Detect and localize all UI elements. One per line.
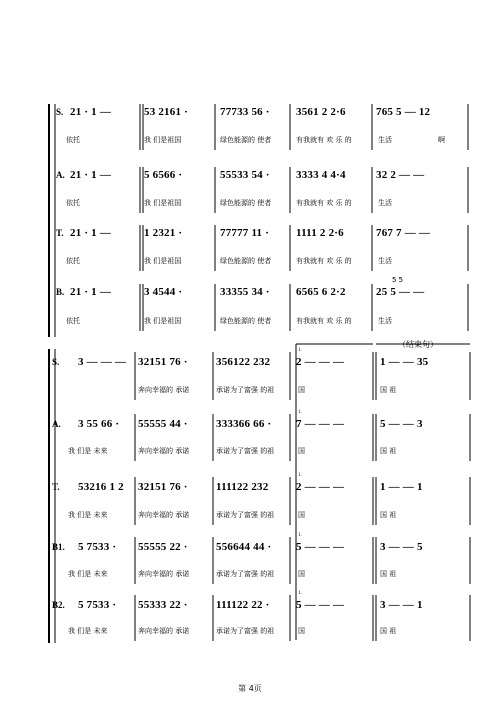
- lyric: 承诺为了富强 的祖: [216, 627, 275, 635]
- lyric: 啊: [438, 136, 445, 144]
- lyric: 依托: [66, 136, 80, 144]
- measure-notes: 5 7533 ·: [78, 599, 117, 611]
- measure-notes: 3 4544 ·: [144, 286, 183, 298]
- lyric: 生活: [378, 317, 392, 325]
- overline-notes: 5 5: [392, 276, 404, 284]
- measure-notes: 3 — — 1: [380, 599, 423, 611]
- lyric: 奔向幸福的 承诺: [138, 627, 190, 635]
- measure-notes: 111122 22 ·: [216, 599, 270, 611]
- lyric: 依托: [66, 257, 80, 265]
- measure-notes: 5 7533 ·: [78, 541, 117, 553]
- measure-notes: 5 — — —: [296, 599, 345, 611]
- lyric: 承诺为了富强 的祖: [216, 386, 275, 394]
- lyric: 国 祖: [380, 447, 397, 455]
- measure-notes: 2 — — —: [296, 481, 345, 493]
- measure-notes: 21 · 1 —: [70, 227, 112, 239]
- lyric: 绿色能源的 使者: [220, 257, 272, 265]
- measure-notes: 21 · 1 —: [70, 106, 112, 118]
- page-number: 第 4页: [238, 684, 262, 693]
- lyric: 有我就有 欢 乐 的: [296, 257, 352, 265]
- measure-notes: 25 5 — —: [376, 286, 425, 298]
- lyric: 我 们是 未来: [68, 447, 108, 455]
- lyric: 奔向幸福的 承诺: [138, 447, 190, 455]
- ending-label: （结束句）: [398, 340, 438, 349]
- lyric: 依托: [66, 199, 80, 207]
- lyric: 国 祖: [380, 511, 397, 519]
- measure-notes: 55555 44 ·: [138, 418, 188, 430]
- measure-notes: 55555 22 ·: [138, 541, 188, 553]
- lyric: 承诺为了富强 的祖: [216, 511, 275, 519]
- measure-notes: 77777 11 ·: [220, 227, 270, 239]
- measure-notes: 556644 44 ·: [216, 541, 272, 553]
- lyric: 生活: [378, 136, 392, 144]
- lyric: 我 们是祖国: [144, 317, 182, 325]
- volta-number: 1.: [298, 533, 302, 538]
- voice-label: A.: [56, 170, 65, 180]
- measure-notes: 33355 34 ·: [220, 286, 270, 298]
- lyric: 有我就有 欢 乐 的: [296, 136, 352, 144]
- lyric: 国: [298, 386, 305, 394]
- lyric: 绿色能源的 使者: [220, 199, 272, 207]
- lyric: 依托: [66, 317, 80, 325]
- lyric: 国: [298, 447, 305, 455]
- measure-notes: 53216 1 2: [78, 481, 124, 493]
- measure-notes: 32 2 — —: [376, 169, 425, 181]
- lyric: 国: [298, 570, 305, 578]
- measure-notes: 55533 54 ·: [220, 169, 270, 181]
- volta-number: 1.: [298, 410, 302, 415]
- voice-label: A.: [52, 419, 61, 429]
- volta-number: 1.: [298, 473, 302, 478]
- measure-notes: 1 — — 1: [380, 481, 423, 493]
- measure-notes: 7 — — —: [296, 418, 345, 430]
- measure-notes: 2 — — —: [296, 356, 345, 368]
- measure-notes: 333366 66 ·: [216, 418, 272, 430]
- lyric: 我 们是祖国: [144, 136, 182, 144]
- volta-number: 1.: [298, 591, 302, 596]
- lyric: 有我就有 欢 乐 的: [296, 199, 352, 207]
- lyric: 奔向幸福的 承诺: [138, 570, 190, 578]
- voice-label: S.: [52, 357, 60, 367]
- lyric: 承诺为了富强 的祖: [216, 570, 275, 578]
- lyric: 国: [298, 511, 305, 519]
- lyric: 我 们是祖国: [144, 199, 182, 207]
- lyric: 奔向幸福的 承诺: [138, 386, 190, 394]
- voice-label: T.: [52, 482, 60, 492]
- lyric: 绿色能源的 使者: [220, 317, 272, 325]
- measure-notes: 5 6566 ·: [144, 169, 183, 181]
- measure-notes: 765 5 — 12: [376, 106, 431, 118]
- measure-notes: 3 — — —: [78, 356, 127, 368]
- lyric: 国 祖: [380, 386, 397, 394]
- measure-notes: 1111 2 2·6: [296, 227, 344, 239]
- measure-notes: 3561 2 2·6: [296, 106, 346, 118]
- measure-notes: 3 55 66 ·: [78, 418, 120, 430]
- measure-notes: 32151 76 ·: [138, 481, 188, 493]
- lyric: 国 祖: [380, 627, 397, 635]
- volta-number: 1.: [298, 348, 302, 353]
- lyric: 生活: [378, 199, 392, 207]
- voice-label: T.: [56, 228, 64, 238]
- lyric: 国 祖: [380, 570, 397, 578]
- measure-notes: 55333 22 ·: [138, 599, 188, 611]
- lyric: 我 们是 未来: [68, 627, 108, 635]
- measure-notes: 32151 76 ·: [138, 356, 188, 368]
- measure-notes: 77733 56 ·: [220, 106, 270, 118]
- measure-notes: 21 · 1 —: [70, 286, 112, 298]
- measure-notes: 5 — — —: [296, 541, 345, 553]
- lyric: 奔向幸福的 承诺: [138, 511, 190, 519]
- lyric: 绿色能源的 使者: [220, 136, 272, 144]
- measure-notes: 3 — — 5: [380, 541, 423, 553]
- voice-label: B.: [56, 287, 65, 297]
- measure-notes: 1 — — 35: [380, 356, 429, 368]
- measure-notes: 5 — — 3: [380, 418, 423, 430]
- voice-label: B2.: [52, 600, 65, 610]
- voice-label: S.: [56, 107, 64, 117]
- lyric: 我 们是祖国: [144, 257, 182, 265]
- lyric: 国: [298, 627, 305, 635]
- lyric: 生活: [378, 257, 392, 265]
- lyric: 我 们是 未来: [68, 570, 108, 578]
- measure-notes: 767 7 — —: [376, 227, 431, 239]
- measure-notes: 21 · 1 —: [70, 169, 112, 181]
- voice-label: B1.: [52, 542, 65, 552]
- lyric: 承诺为了富强 的祖: [216, 447, 275, 455]
- measure-notes: 3333 4 4·4: [296, 169, 346, 181]
- measure-notes: 53 2161 ·: [144, 106, 188, 118]
- lyric: 我 们是 未来: [68, 511, 108, 519]
- lyric: 有我就有 欢 乐 的: [296, 317, 352, 325]
- measure-notes: 6565 6 2·2: [296, 286, 346, 298]
- measure-notes: 356122 232: [216, 356, 271, 368]
- measure-notes: 1 2321 ·: [144, 227, 183, 239]
- measure-notes: 111122 232: [216, 481, 269, 493]
